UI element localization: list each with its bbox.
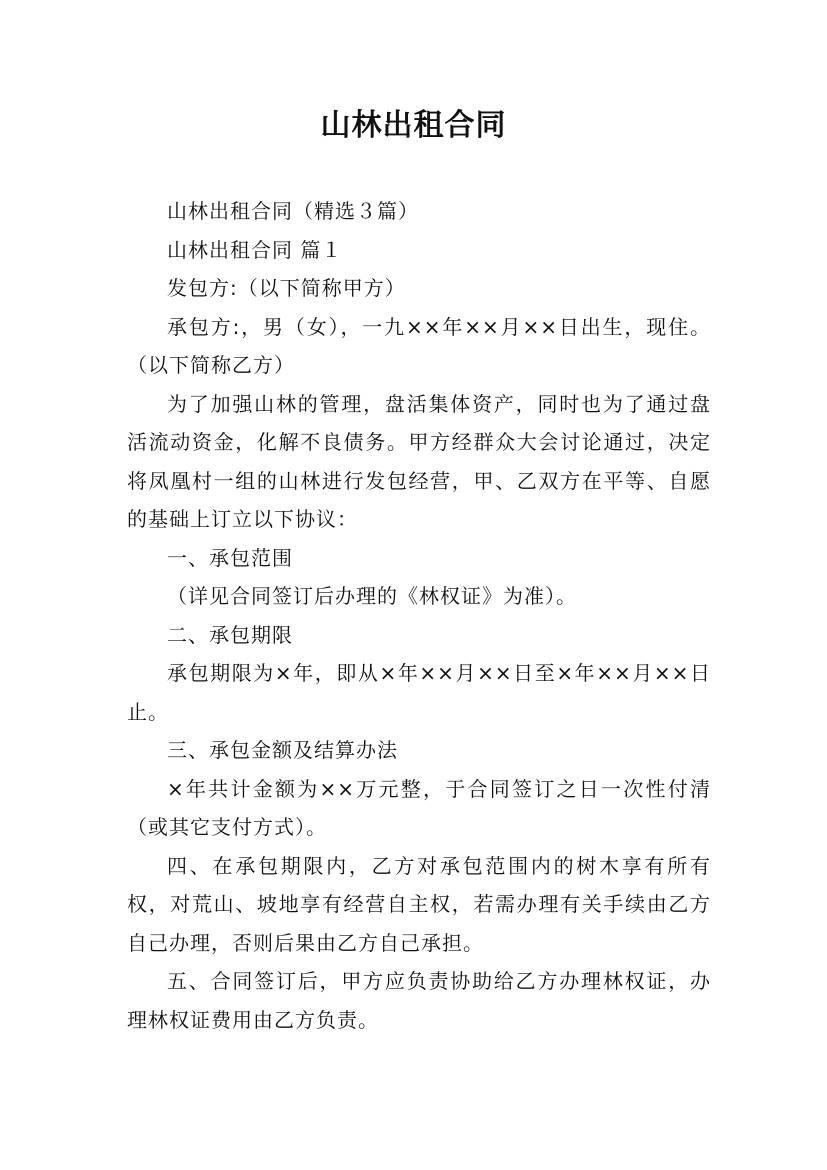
- paragraph-term: 承包期限为×年，即从×年××月××日至×年××月××日止。: [127, 661, 711, 724]
- paragraph-scope: （详见合同签订后办理的《林权证》为准）。: [167, 584, 577, 608]
- paragraph-payment: ×年共计金额为××万元整，于合同签订之日一次性付清（或其它支付方式）。: [127, 776, 711, 839]
- paragraph-purpose: 为了加强山林的管理，盘活集体资产，同时也为了通过盘活流动资金，化解不良债务。甲方经群众大会讨论通过，决定将凤凰村一组的山林进行发包经营，甲、乙双方在平等、自愿的基础上订立以下协议：: [127, 391, 711, 531]
- clause-certificate: 五、合同签订后，甲方应负责协助给乙方办理林权证，办理林权证费用由乙方负责。: [127, 969, 711, 1032]
- document-title: 山林出租合同: [320, 108, 507, 143]
- paragraph-section-heading: 山林出租合同 篇１: [167, 237, 343, 262]
- clause-heading-term: 二、承包期限: [167, 622, 293, 647]
- document-body: [127, 192, 711, 1039]
- clause-rights: 四、在承包期限内，乙方对承包范围内的树木享有所有权，对荒山、坡地享有经营自主权，若需办理有关手续由乙方自己办理，否则后果由乙方自己承担。: [127, 853, 711, 955]
- clause-heading-scope: 一、承包范围: [167, 545, 293, 570]
- paragraph-subtitle: 山林出租合同（精选３篇）: [167, 199, 419, 223]
- paragraph-party-b: 承包方:，男（女），一九××年××月××日出生，现住。（以下简称乙方）: [127, 314, 711, 377]
- clause-heading-payment: 三、承包金额及结算办法: [167, 738, 398, 762]
- paragraph-party-a: 发包方:（以下简称甲方）: [167, 276, 406, 300]
